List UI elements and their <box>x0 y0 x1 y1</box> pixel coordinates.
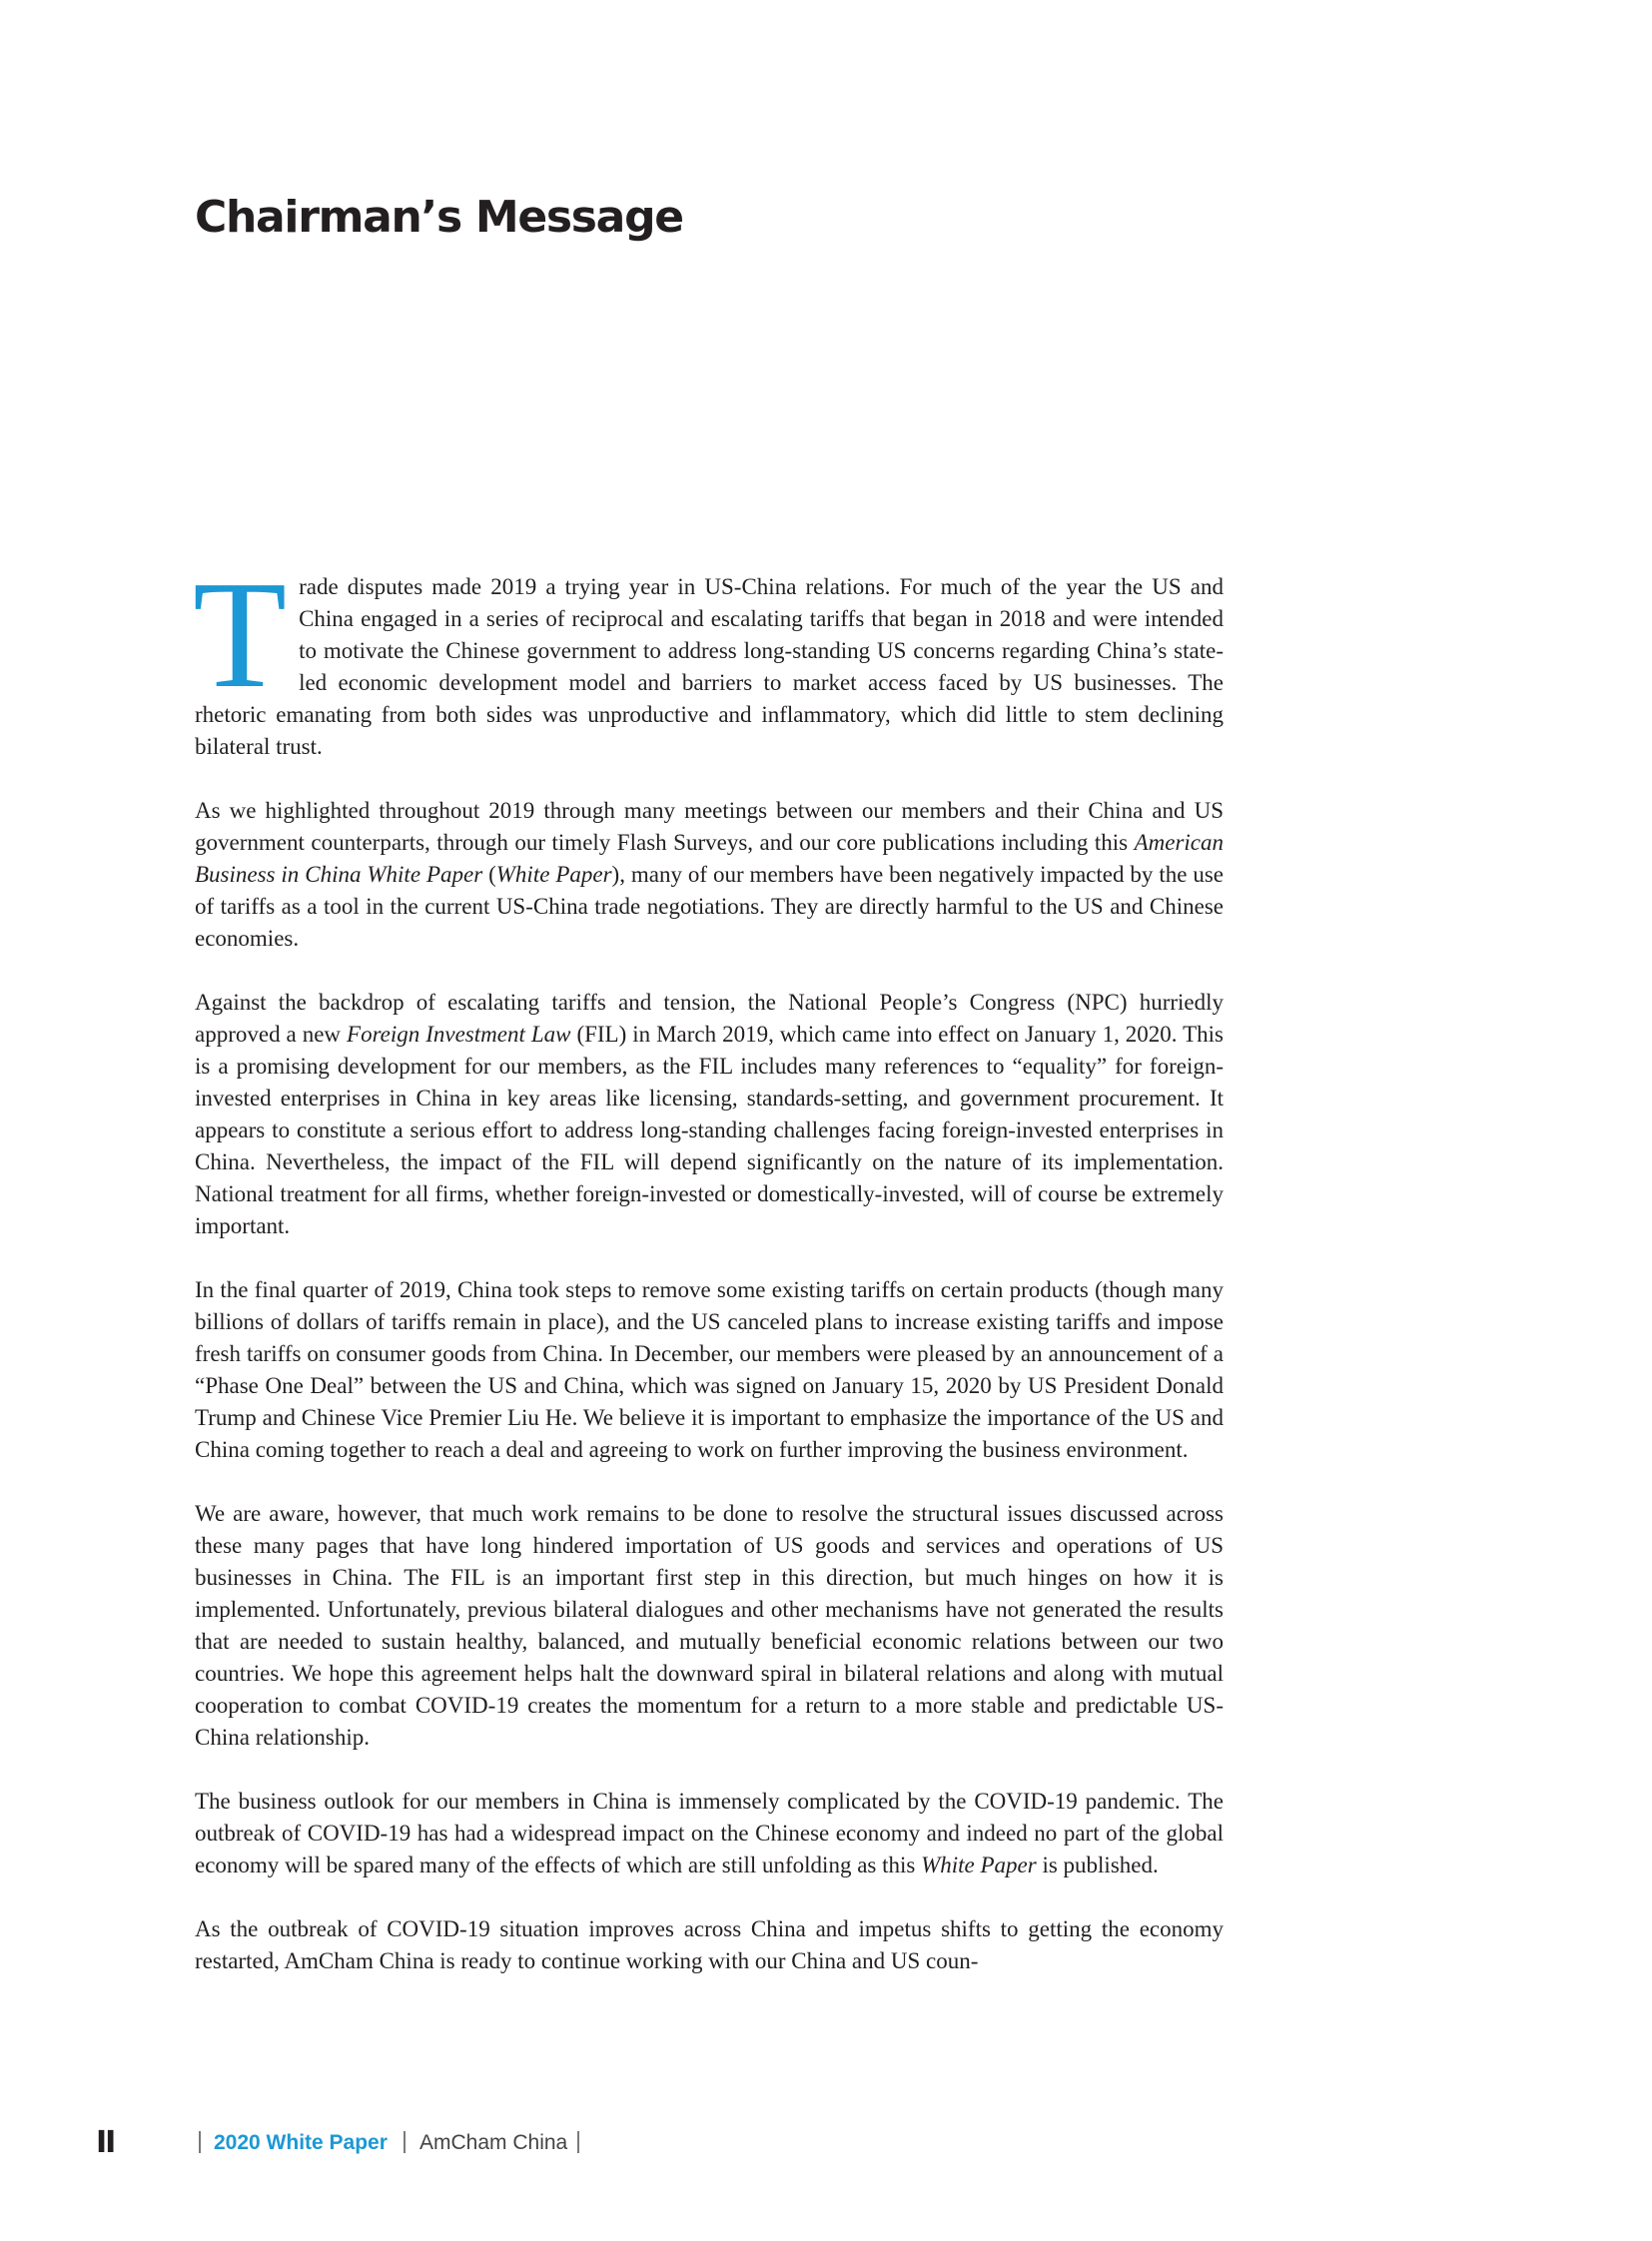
paragraph-6-text-b: is published. <box>1036 1853 1159 1877</box>
paragraph-6 <box>195 1786 1224 1881</box>
paragraph-2-text-b: ( <box>482 862 496 887</box>
paragraph-5: We are aware, however, that much work remains to be done to resolve the structural issues discussed across these many pages that have long hindered importation of US goods and services and operations of US businesses in China. The FIL is an important first step in this direction, but much hinges on how it is implemented. Unfortunately, previous bilateral dialogues and other mechanisms have not generated the results that are needed to sustain healthy, balanced, and mutually beneficial economic relations between our two countries. We hope this agreement helps halt the downward spiral in bilateral relations and along with mutual cooperation to combat COVID-19 creates the momentum for a return to a more stable and predictable US-China relationship. <box>195 1501 1224 1750</box>
paragraph-6-text-a: The business outlook for our members in China is immensely complicated by the COVID-19 pandemic. The outbreak of COVID-19 has had a widespread impact on the Chinese economy and indeed no part of the global economy will be spared many of the effects of which are still unfolding as this <box>195 1789 1224 1877</box>
white-paper-italic: White Paper <box>495 862 612 887</box>
paragraph-1-text: rade disputes made 2019 a trying year in US-China relations. For much of the year the US and China engaged in a series of reciprocal and escalating tariffs that began in 2018 and were intended to motivate the Chinese government to address long-standing US concerns regarding China’s state-led economic development model and barriers to market access faced by US businesses. The rhetoric emanating from both sides was unproductive and inflammatory, which did little to stem declining bilateral trust. <box>195 574 1224 759</box>
page-footer <box>0 2125 1652 2165</box>
paragraph-2 <box>195 795 1224 955</box>
publication-title-italic: American Business in China White Paper <box>195 830 1224 887</box>
drop-cap: T <box>193 550 288 720</box>
footer-organization: AmCham China <box>419 2131 568 2154</box>
paragraph-3 <box>195 987 1224 1242</box>
footer-divider <box>404 2131 406 2153</box>
article-body <box>193 550 1224 1977</box>
page-title: Chairman’s Message <box>195 192 683 243</box>
paragraph-2-text-c: ), many of our members have been negatively impacted by the use of tariffs as a tool in the current US-China trade negotiations. They are directly harmful to the US and Chinese economies. <box>195 862 1224 951</box>
paragraph-3-text-a: Against the backdrop of escalating tariffs and tension, the National People’s Congress (NPC) hurriedly approved a new <box>195 990 1224 1047</box>
paragraph-2-text-a: As we highlighted throughout 2019 through many meetings between our members and their China and US government counterparts, through our timely Flash Surveys, and our core publications including this <box>195 798 1224 855</box>
paragraph-7: As the outbreak of COVID-19 situation improves across China and impetus shifts to getting the economy restarted, AmCham China is ready to continue working with our China and US coun- <box>195 1916 1224 1973</box>
paragraph-1 <box>193 550 1224 763</box>
law-title-italic: Foreign Investment Law <box>347 1022 571 1047</box>
white-paper-italic: White Paper <box>921 1853 1037 1877</box>
footer-divider <box>199 2131 201 2153</box>
footer-publication: 2020 White Paper <box>214 2131 388 2154</box>
footer-divider <box>577 2131 579 2153</box>
page-number: II <box>96 2125 115 2160</box>
paragraph-4: In the final quarter of 2019, China took steps to remove some existing tariffs on certain products (though many billions of dollars of tariffs remain in place), and the US canceled plans to increase existing tariffs and impose fresh tariffs on consumer goods from China. In December, our members were pleased by an announcement of a “Phase One Deal” between the US and China, which was signed on January 15, 2020 by US President Donald Trump and Chinese Vice Premier Liu He. We believe it is important to emphasize the importance of the US and China coming together to reach a deal and agreeing to work on further improving the business environment. <box>195 1277 1224 1462</box>
paragraph-3-text-b: (FIL) in March 2019, which came into effect on January 1, 2020. This is a promising development for our members, as the FIL includes many references to “equality” for foreign-invested enterprises in China in key areas like licensing, standards-setting, and government procurement. It appears to constitute a serious effort to address long-standing challenges facing foreign-invested enterprises in China. Nevertheless, the impact of the FIL will depend significantly on the nature of its implementation. National treatment for all firms, whether foreign-invested or domestically-invested, will of course be extremely important. <box>195 1022 1224 1238</box>
